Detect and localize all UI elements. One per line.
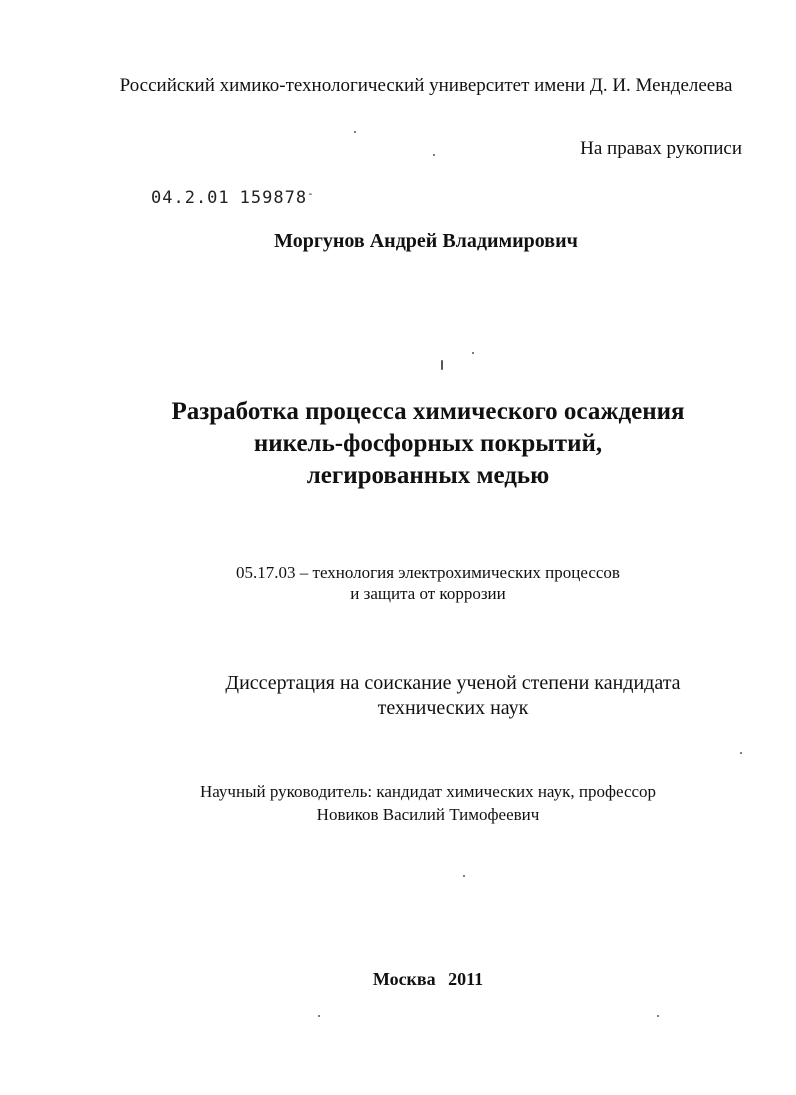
stamp-mark: -: [307, 187, 315, 200]
scan-speck: [354, 131, 356, 133]
scan-speck: [441, 360, 443, 370]
stamp-code: 04.2.01: [151, 188, 230, 208]
scan-speck: [433, 154, 435, 156]
scan-speck: [318, 1015, 320, 1017]
title-line-1: Разработка процесса химического осаждения: [171, 398, 685, 425]
scan-speck: [657, 1015, 659, 1017]
scan-speck: [740, 752, 742, 754]
stamp-number: 159878: [239, 188, 308, 208]
university-name: Российский химико-технологический университет имени Д. И. Менделеева: [119, 75, 733, 96]
title-line-3: легированных медью: [306, 462, 550, 489]
scan-speck: [463, 875, 465, 877]
degree-line-2: технических наук: [377, 697, 529, 719]
rights-note: На правах рукописи: [580, 138, 742, 159]
specialty-line-2: и защита от коррозии: [350, 584, 506, 603]
degree-statement: [0, 671, 796, 721]
scan-speck: [472, 352, 474, 354]
author-name: Моргунов Андрей Владимирович: [274, 230, 578, 252]
city-year: [0, 969, 796, 990]
supervisor-line-2: Новиков Василий Тимофеевич: [316, 805, 540, 824]
supervisor-line-1: Научный руководитель: кандидат химических наук, профессор: [199, 782, 657, 801]
dissertation-title: [0, 396, 796, 492]
specialty-line-1: 05.17.03 – технология электрохимических процессов: [236, 563, 620, 582]
degree-line-1: Диссертация на соискание ученой степени кандидата: [225, 672, 681, 694]
city: Москва: [372, 969, 436, 989]
title-line-2: никель-фосфорных покрытий,: [253, 430, 603, 457]
supervisor-block: [0, 780, 796, 826]
specialty-code: [0, 562, 796, 604]
year: 2011: [448, 969, 484, 989]
registration-stamp: [151, 187, 315, 208]
